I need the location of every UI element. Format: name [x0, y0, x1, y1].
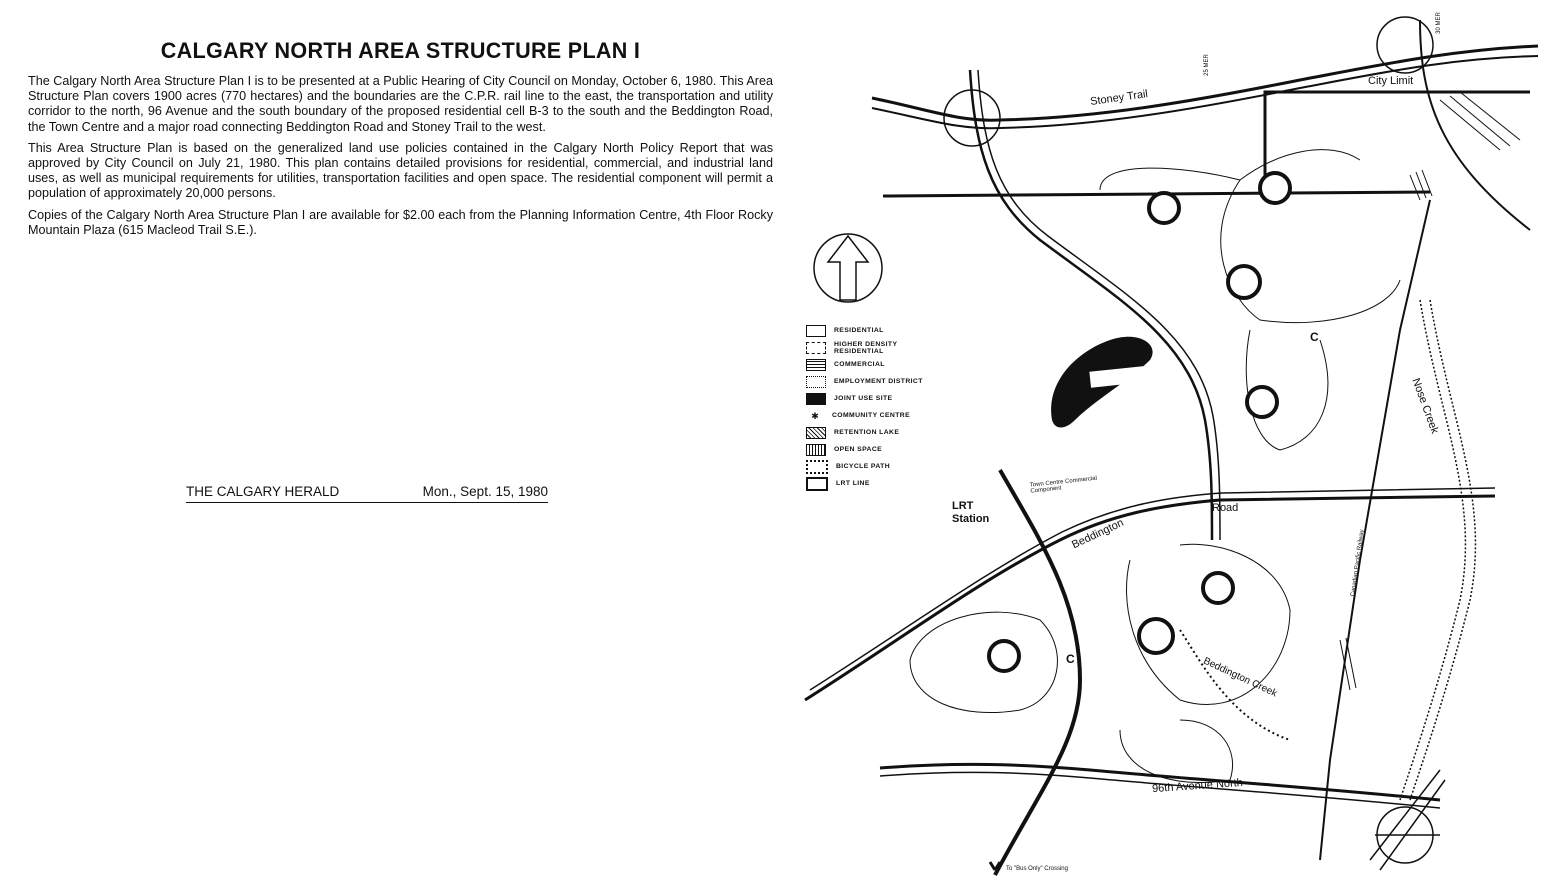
legend-item: LRT LINE: [806, 475, 946, 492]
west-connector-road: [970, 70, 1212, 540]
legend-item: EMPLOYMENT DISTRICT: [806, 373, 946, 390]
label-nose-creek: Nose Creek: [1409, 376, 1441, 436]
nose-creek: [1400, 300, 1465, 800]
joint-use-site: [989, 641, 1019, 671]
legend-item: BICYCLE PATH: [806, 458, 946, 475]
label-commercial-c: C: [1310, 330, 1319, 344]
beddington-road: [805, 496, 1495, 700]
north-arrow: [814, 234, 882, 302]
interchange-ne: [1377, 17, 1433, 73]
label-town-centre: Town Centre Commercial Component: [1029, 475, 1098, 495]
label-mer-25: 25 MER: [1203, 54, 1210, 76]
label-commercial-c2: C: [1066, 652, 1075, 666]
paragraph-3: Copies of the Calgary North Area Structure Plan I are available for $2.00 each from the Planning Information Centre, 4th Floor Rocky Mountain Plaza (615 Macleod Trail S.E.).: [28, 207, 773, 237]
label-avenue: 96th Avenue North: [1151, 776, 1244, 796]
label-railway: Canadian Pacific Railway: [1350, 529, 1366, 597]
city-limit-line: [1265, 92, 1530, 190]
paragraph-2: This Area Structure Plan is based on the generalized land use policies contained in the Calgary North Policy Report that was approved by City Council on July 21, 1980. This plan contains detailed provisions for residential, commercial, and industrial land uses, as well as municipal requirements for utilities, transportation facilities and open space. The residential component will permit a population of approximately 20,000 persons.: [28, 140, 773, 201]
label-beddington: Beddington: [1070, 516, 1126, 552]
map-legend: [806, 322, 946, 492]
legend-item: COMMERCIAL: [806, 356, 946, 373]
label-beddington-creek: Beddington Creek: [1201, 655, 1279, 700]
legend-item: JOINT USE SITE: [806, 390, 946, 407]
paragraph-1: The Calgary North Area Structure Plan I is to be presented at a Public Hearing of City Council on Monday, October 6, 1980. This Area Structure Plan covers 1900 acres (770 hectares) and the boundaries are the C.P.R. rail line to the east, the transportation and utility corridor to the north, 96 Avenue and the south boundary of the proposed residential cell B-3 to the south and the Beddington Road, the Town Centre and a major road connecting Beddington Road and Stoney Trail to the west.: [28, 74, 773, 134]
source-name: THE CALGARY HERALD: [186, 484, 340, 499]
publication-date: Mon., Sept. 15, 1980: [422, 484, 548, 499]
legend-item: RETENTION LAKE: [806, 424, 946, 441]
label-city-limit: City Limit: [1368, 75, 1414, 87]
joint-use-site: [1247, 387, 1277, 417]
label-bus-crossing: To "Bus Only" Crossing: [1006, 866, 1068, 872]
headline: CALGARY NORTH AREA STRUCTURE PLAN I: [160, 38, 641, 63]
legend-item: ✱ COMMUNITY CENTRE: [811, 410, 911, 421]
label-lrt-station: LRT Station: [952, 500, 990, 525]
legend-item: RESIDENTIAL: [806, 322, 946, 339]
label-road: Road: [1212, 502, 1239, 514]
legend-item: OPEN SPACE: [806, 441, 946, 458]
joint-use-site: [1228, 266, 1260, 298]
joint-use-site: [1203, 573, 1233, 603]
label-mer-30: 30 MER: [1435, 12, 1442, 34]
label-stoney-trail: Stoney Trail: [1089, 88, 1149, 108]
joint-use-site: [1260, 173, 1290, 203]
joint-use-site: [1139, 619, 1173, 653]
legend-item: HIGHER DENSITY RESIDENTIAL: [806, 339, 946, 356]
joint-use-site: [1149, 193, 1179, 223]
